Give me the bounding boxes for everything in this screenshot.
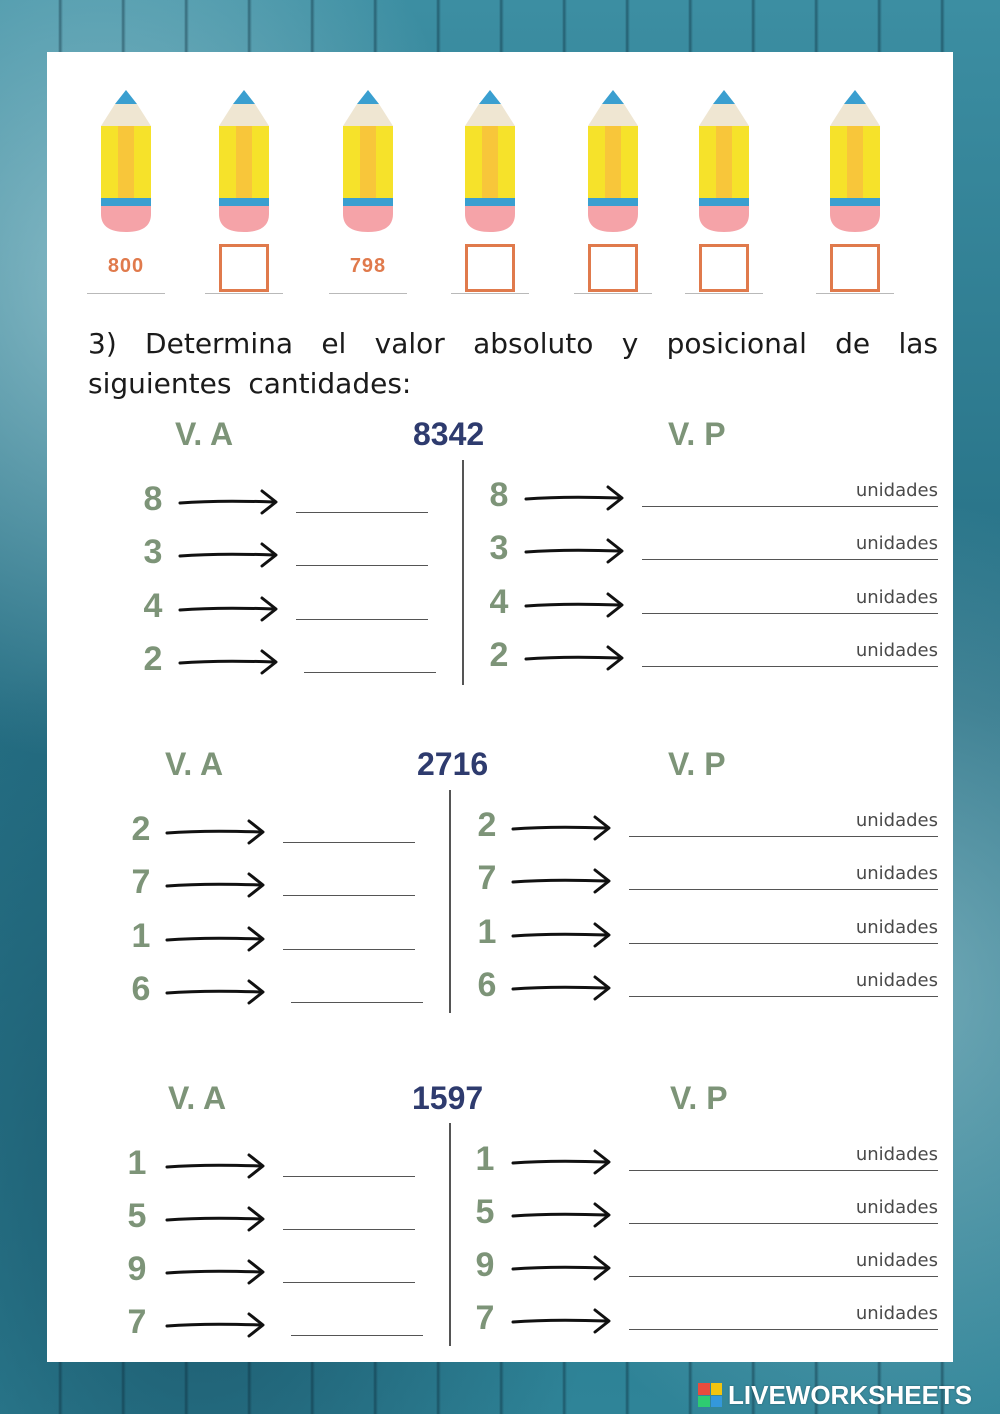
units-label: unidades	[855, 863, 938, 884]
units-label: unidades	[855, 1303, 938, 1324]
vp-digit: 6	[477, 966, 497, 1004]
vp-digit: 9	[475, 1246, 495, 1284]
va-answer-blank[interactable]	[296, 512, 428, 513]
units-label: unidades	[855, 640, 938, 661]
section-number: 2716	[417, 746, 489, 782]
instruction-text: 3) Determina el valor absoluto y posicional de las siguientes cantidades:	[88, 327, 938, 400]
arrow-right-icon	[165, 1311, 267, 1339]
va-answer-blank[interactable]	[283, 842, 415, 843]
answer-underline	[685, 293, 763, 294]
given-number: 800	[107, 255, 145, 277]
vp-digit: 3	[489, 529, 509, 567]
va-answer-blank[interactable]	[291, 1002, 423, 1003]
va-digit: 6	[131, 970, 151, 1008]
arrow-right-icon	[511, 814, 613, 842]
answer-underline	[816, 293, 894, 294]
vp-answer-line[interactable]	[629, 1223, 938, 1224]
vp-digit: 7	[477, 859, 497, 897]
vp-header: V. P	[670, 1080, 728, 1116]
answer-box[interactable]	[830, 244, 880, 292]
units-label: unidades	[855, 480, 938, 501]
vp-digit: 5	[475, 1193, 495, 1231]
answer-underline	[574, 293, 652, 294]
section-number: 8342	[413, 416, 485, 452]
arrow-right-icon	[178, 595, 280, 623]
answer-box[interactable]	[699, 244, 749, 292]
pencil-icon	[219, 90, 269, 232]
va-digit: 1	[127, 1144, 147, 1182]
va-answer-blank[interactable]	[283, 1176, 415, 1177]
va-header: V. A	[165, 746, 224, 782]
va-digit: 3	[143, 533, 163, 571]
section-number: 1597	[412, 1080, 484, 1116]
column-divider	[462, 460, 464, 685]
answer-underline	[87, 293, 165, 294]
arrow-right-icon	[165, 871, 267, 899]
arrow-right-icon	[165, 925, 267, 953]
va-digit: 8	[143, 480, 163, 518]
arrow-right-icon	[524, 591, 626, 619]
arrow-right-icon	[524, 537, 626, 565]
pencil-icon	[465, 90, 515, 232]
vp-answer-line[interactable]	[629, 1329, 938, 1330]
arrow-right-icon	[511, 1254, 613, 1282]
vp-answer-line[interactable]	[642, 506, 938, 507]
va-answer-blank[interactable]	[296, 565, 428, 566]
arrow-right-icon	[511, 867, 613, 895]
vp-answer-line[interactable]	[629, 1170, 938, 1171]
units-label: unidades	[855, 1144, 938, 1165]
given-number: 798	[349, 255, 387, 277]
vp-digit: 4	[489, 583, 509, 621]
units-label: unidades	[855, 533, 938, 554]
arrow-right-icon	[165, 1152, 267, 1180]
va-digit: 4	[143, 587, 163, 625]
va-digit: 2	[143, 640, 163, 678]
column-divider	[449, 1123, 451, 1346]
va-answer-blank[interactable]	[304, 672, 436, 673]
vp-digit: 1	[477, 913, 497, 951]
vp-digit: 2	[477, 806, 497, 844]
arrow-right-icon	[511, 1148, 613, 1176]
vp-header: V. P	[668, 416, 726, 452]
units-label: unidades	[855, 1250, 938, 1271]
answer-box[interactable]	[219, 244, 269, 292]
arrow-right-icon	[511, 921, 613, 949]
va-digit: 7	[127, 1303, 147, 1341]
answer-box[interactable]	[588, 244, 638, 292]
arrow-right-icon	[165, 1258, 267, 1286]
va-answer-blank[interactable]	[296, 619, 428, 620]
va-digit: 9	[127, 1250, 147, 1288]
brand-text: LIVEWORKSHEETS	[728, 1379, 973, 1410]
arrow-right-icon	[511, 1201, 613, 1229]
va-answer-blank[interactable]	[283, 1282, 415, 1283]
va-digit: 1	[131, 917, 151, 955]
answer-underline	[451, 293, 529, 294]
vp-answer-line[interactable]	[629, 943, 938, 944]
vp-digit: 7	[475, 1299, 495, 1337]
va-answer-blank[interactable]	[283, 1229, 415, 1230]
pencil-icon	[101, 90, 151, 232]
vp-digit: 1	[475, 1140, 495, 1178]
arrow-right-icon	[178, 541, 280, 569]
va-digit: 2	[131, 810, 151, 848]
arrow-right-icon	[511, 1307, 613, 1335]
va-answer-blank[interactable]	[283, 949, 415, 950]
vp-answer-line[interactable]	[642, 666, 938, 667]
vp-answer-line[interactable]	[629, 889, 938, 890]
va-answer-blank[interactable]	[291, 1335, 423, 1336]
liveworksheets-logo-icon	[698, 1383, 722, 1407]
pencil-icon	[699, 90, 749, 232]
column-divider	[449, 790, 451, 1013]
units-label: unidades	[855, 810, 938, 831]
units-label: unidades	[855, 1197, 938, 1218]
vp-answer-line[interactable]	[629, 1276, 938, 1277]
arrow-right-icon	[524, 644, 626, 672]
pencil-icon	[830, 90, 880, 232]
arrow-right-icon	[178, 488, 280, 516]
vp-answer-line[interactable]	[642, 559, 938, 560]
answer-underline	[329, 293, 407, 294]
va-answer-blank[interactable]	[283, 895, 415, 896]
vp-answer-line[interactable]	[629, 996, 938, 997]
units-label: unidades	[855, 587, 938, 608]
vp-digit: 8	[489, 476, 509, 514]
arrow-right-icon	[165, 978, 267, 1006]
va-digit: 7	[131, 863, 151, 901]
arrow-right-icon	[511, 974, 613, 1002]
liveworksheets-watermark	[698, 1380, 998, 1410]
units-label: unidades	[855, 917, 938, 938]
arrow-right-icon	[165, 818, 267, 846]
va-digit: 5	[127, 1197, 147, 1235]
vp-answer-line[interactable]	[642, 613, 938, 614]
units-label: unidades	[855, 970, 938, 991]
va-header: V. A	[175, 416, 234, 452]
vp-header: V. P	[668, 746, 726, 782]
va-header: V. A	[168, 1080, 227, 1116]
arrow-right-icon	[178, 648, 280, 676]
vp-answer-line[interactable]	[629, 836, 938, 837]
arrow-right-icon	[524, 484, 626, 512]
arrow-right-icon	[165, 1205, 267, 1233]
pencil-icon	[343, 90, 393, 232]
answer-box[interactable]	[465, 244, 515, 292]
pencil-icon	[588, 90, 638, 232]
vp-digit: 2	[489, 636, 509, 674]
answer-underline	[205, 293, 283, 294]
